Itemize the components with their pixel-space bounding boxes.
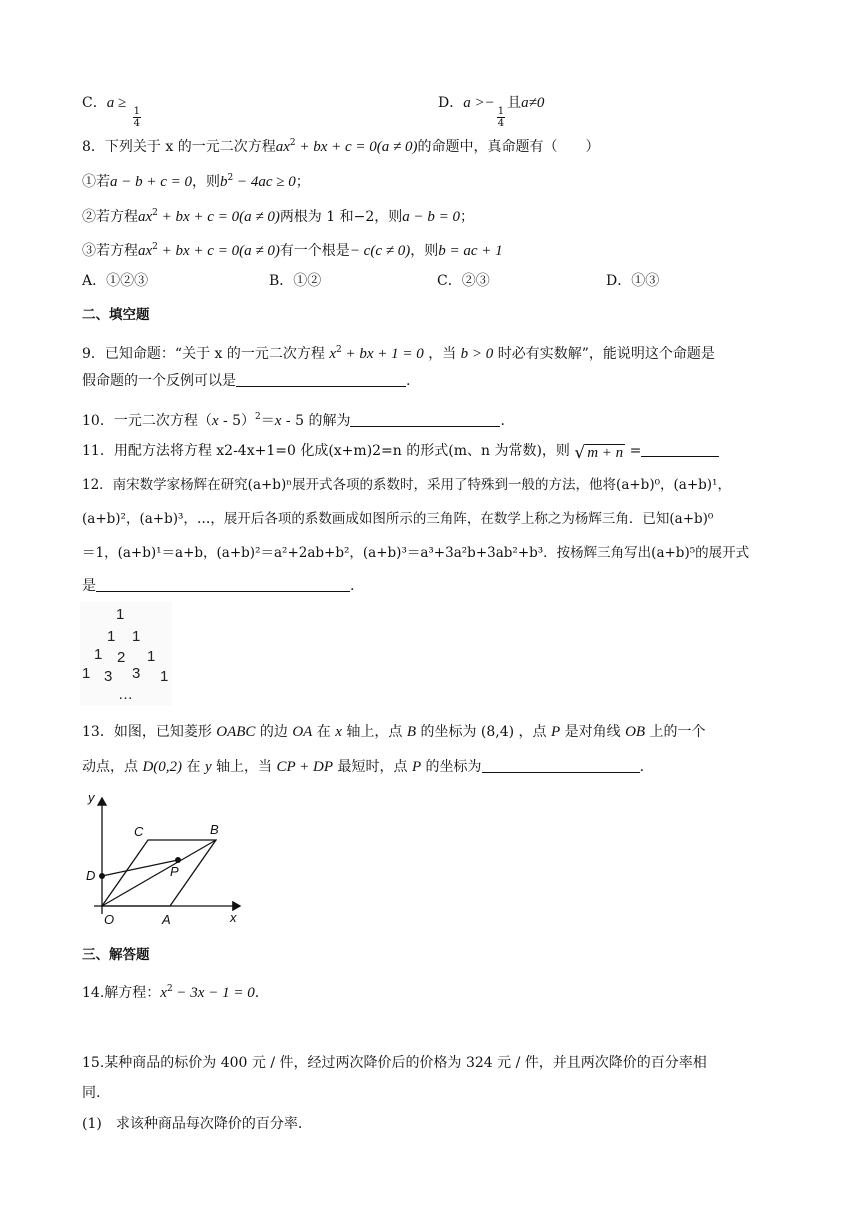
q11-sqrt-body: m + n xyxy=(587,445,624,461)
q8-stem-text-2: 的命题中，真命题有（ ） xyxy=(417,139,600,155)
q8-stem xyxy=(82,133,600,157)
q11-text: 11．用配方法将方程 x2-4x+1=0 化成(x+m)2=n 的形式(m、n 为常数)，则 xyxy=(82,443,575,459)
statement-math: + bx + c = 0(a ≠ 0) xyxy=(157,209,280,225)
q13-text: 在 xyxy=(312,724,336,740)
q13-text: 上的一个 xyxy=(645,724,706,740)
q14-math: x xyxy=(160,985,167,1001)
superscript: 2 xyxy=(152,208,158,218)
q11 xyxy=(82,441,719,462)
q13-line-1 xyxy=(82,722,706,742)
statement-math: b = ac + 1 xyxy=(438,243,503,259)
q8-option-a: A．①②③ xyxy=(82,273,149,289)
statement-math: − 4ac ≥ 0 xyxy=(233,174,296,190)
q13-math: P xyxy=(551,724,561,740)
q13-math: CP + DP xyxy=(276,759,334,775)
q15-line-1: 15.某种商品的标价为 400 元 / 件，经过两次降价后的价格为 324 元 / 件，并且两次降价的百分率相 xyxy=(82,1055,707,1071)
q7-option-d-label: D． xyxy=(438,95,464,111)
q10-answer-blank[interactable] xyxy=(350,412,500,427)
q7-option-c xyxy=(82,93,143,129)
q13-text: 轴上，点 xyxy=(341,724,407,740)
q13-math: y xyxy=(204,759,212,775)
q10-math: x xyxy=(211,413,219,429)
triangle-number: 1 xyxy=(147,648,156,665)
q13-text: 是对角线 xyxy=(560,724,626,740)
q8-statement-3 xyxy=(82,237,503,261)
label-x: x xyxy=(230,910,237,925)
q12-text: 是 xyxy=(82,578,96,594)
triangle-number: 1 xyxy=(94,646,103,663)
yanghui-triangle-figure xyxy=(80,602,172,706)
label-o: O xyxy=(104,912,115,926)
q12-text: . xyxy=(350,578,355,594)
q15-part-text: 求该种商品每次降价的百分率. xyxy=(115,1116,303,1132)
fraction-numerator: 1 xyxy=(133,106,141,117)
statement-text: ②若方程 xyxy=(82,209,138,225)
q13-text: 13．如图，已知菱形 xyxy=(82,724,217,740)
q8-option-b: B．①② xyxy=(269,273,322,289)
q13-text: 动点，点 xyxy=(82,759,143,775)
label-c: C xyxy=(134,824,144,839)
q9-math: + bx + 1 = 0 xyxy=(341,346,424,362)
triangle-number: 3 xyxy=(104,668,113,685)
statement-text: ①若 xyxy=(82,174,110,190)
q11-sqrt: √ m + n xyxy=(574,443,624,463)
superscript: 2 xyxy=(289,138,296,148)
q10-math: x xyxy=(274,413,282,429)
superscript: 2 xyxy=(152,242,158,252)
q13-answer-blank[interactable] xyxy=(482,758,640,773)
fraction-denominator: 4 xyxy=(133,118,141,129)
section-heading-fill-in: 二、填空题 xyxy=(82,307,150,323)
q12-line-2: (a+b)²，(a+b)³，…，展开后各项的系数画成如图所示的三角阵，在数学上称之为杨辉三角．已知(a+b)⁰ xyxy=(82,511,714,527)
q13-text: . xyxy=(639,759,645,775)
q7-option-d-math: a >− xyxy=(463,95,495,111)
q9-text: . xyxy=(406,373,411,389)
triangle-ellipsis: … xyxy=(118,686,133,703)
q15-line-2: 同. xyxy=(82,1085,101,1101)
q9-line-2 xyxy=(82,371,410,391)
q9-math: x xyxy=(329,346,336,362)
q9-line-1 xyxy=(82,340,715,364)
q8-option-d: D．①③ xyxy=(606,273,660,289)
q13-math: OA xyxy=(292,724,313,740)
q10-text: - 5） xyxy=(218,413,256,429)
superscript: 2 xyxy=(166,984,173,994)
statement-text: 有一个根是 xyxy=(279,243,350,259)
triangle-number: 1 xyxy=(107,628,116,645)
q9-text: 时必有实数解”，能说明这个命题是 xyxy=(493,346,715,362)
statement-math: ax xyxy=(138,209,153,225)
statement-math: b xyxy=(220,174,228,190)
q13-text: 最短时，点 xyxy=(333,759,412,775)
q12-line-4 xyxy=(82,576,354,596)
superscript: 2 xyxy=(335,345,342,355)
triangle-number: 1 xyxy=(82,665,91,682)
label-b: B xyxy=(210,822,219,837)
q8-option-c: C．②③ xyxy=(437,273,490,289)
q9-text: 9．已知命题：“关于 x 的一元二次方程 xyxy=(82,346,330,362)
point-d xyxy=(99,873,105,879)
q10-text: 10．一元二次方程（ xyxy=(82,413,212,429)
q13-math: D(0,2) xyxy=(142,759,183,775)
statement-text: ； xyxy=(460,209,475,225)
point-p xyxy=(175,857,181,863)
q10 xyxy=(82,407,505,431)
q13-text: 在 xyxy=(182,759,205,775)
q7-option-c-label: C． xyxy=(82,95,107,111)
q7-option-d-fraction xyxy=(497,106,505,129)
q8-statement-2 xyxy=(82,203,474,227)
q7-option-c-fraction xyxy=(133,106,141,129)
q14-text: . xyxy=(254,985,260,1001)
q14-text: 14.解方程： xyxy=(82,985,161,1001)
superscript: 2 xyxy=(255,412,261,422)
q14-math: − 3x − 1 = 0 xyxy=(172,985,255,1001)
triangle-number: 1 xyxy=(116,606,125,623)
q10-text: . xyxy=(500,413,505,429)
q7-option-d-tail-math: a≠0 xyxy=(521,95,545,111)
q14 xyxy=(82,979,259,1003)
statement-math: ax xyxy=(138,243,153,259)
q7-option-d-text: 且 xyxy=(507,95,522,111)
q13-math: OB xyxy=(625,724,646,740)
q9-text: 假命题的一个反例可以是 xyxy=(82,373,236,389)
q12-answer-blank[interactable] xyxy=(96,577,350,592)
statement-math: a − b = 0 xyxy=(402,209,461,225)
q8-stem-math: ax xyxy=(275,139,290,155)
rhombus-figure xyxy=(82,788,252,926)
q15-part-1 xyxy=(82,1114,302,1134)
statement-text: 两根为 1 和−2，则 xyxy=(279,209,403,225)
statement-math: a − b + c = 0 xyxy=(110,174,193,190)
q13-math: P xyxy=(411,759,422,775)
q11-answer-blank[interactable] xyxy=(641,442,719,457)
statement-math: + bx + c = 0(a ≠ 0) xyxy=(157,243,280,259)
fraction-numerator: 1 xyxy=(497,106,505,117)
q7-option-c-math: a ≥ xyxy=(106,95,127,111)
triangle-number: 2 xyxy=(117,649,126,666)
statement-text: ③若方程 xyxy=(82,243,138,259)
q13-text: 的坐标为 xyxy=(421,759,482,775)
statement-text: ，则 xyxy=(410,243,439,259)
label-y: y xyxy=(88,790,95,805)
section-heading-answer: 三、解答题 xyxy=(82,947,150,963)
label-p: P xyxy=(170,864,179,879)
triangle-number: 3 xyxy=(132,665,141,682)
q12-line-3: ＝1，(a+b)¹＝a+b，(a+b)²＝a²+2ab+b²，(a+b)³＝a³+3a²b+3ab²+b³．按杨辉三角写出(a+b)⁵的展开式 xyxy=(82,545,750,561)
q15-part-number: (1) xyxy=(82,1116,102,1132)
q13-math: B xyxy=(406,724,416,740)
superscript: 2 xyxy=(227,173,234,183)
q9-math: b > 0 xyxy=(460,346,494,362)
q12-line-1: 12．南宋数学家杨辉在研究(a+b)ⁿ展开式各项的系数时，采用了特殊到一般的方法，他将(a+b)⁰，(a+b)¹， xyxy=(82,477,731,493)
q8-stem-math-rest: + bx + c = 0(a ≠ 0) xyxy=(295,139,418,155)
q7-option-d xyxy=(438,93,544,129)
label-d: D xyxy=(86,868,96,883)
q13-text: 的坐标为 (8,4) ，点 xyxy=(416,724,551,740)
statement-text: ； xyxy=(295,174,310,190)
triangle-number: 1 xyxy=(160,668,169,685)
q13-line-2 xyxy=(82,757,644,777)
q8-statement-1 xyxy=(82,168,310,192)
q13-text: 轴上，当 xyxy=(211,759,277,775)
triangle-number: 1 xyxy=(132,628,141,645)
q9-text: ，当 xyxy=(423,346,461,362)
q10-text: - 5 的解为 xyxy=(281,413,351,429)
q8-stem-text: 8．下列关于 x 的一元二次方程 xyxy=(82,139,276,155)
q13-math: OABC xyxy=(216,724,256,740)
q13-math: x xyxy=(335,724,342,740)
q9-answer-blank[interactable] xyxy=(236,372,406,387)
statement-text: ，则 xyxy=(192,174,221,190)
q10-text: ＝ xyxy=(260,413,275,429)
q13-text: 的边 xyxy=(255,724,293,740)
statement-math: − c(c ≠ 0) xyxy=(349,243,411,259)
q11-text: = xyxy=(625,443,642,459)
fraction-denominator: 4 xyxy=(497,118,505,129)
label-a: A xyxy=(162,912,171,926)
